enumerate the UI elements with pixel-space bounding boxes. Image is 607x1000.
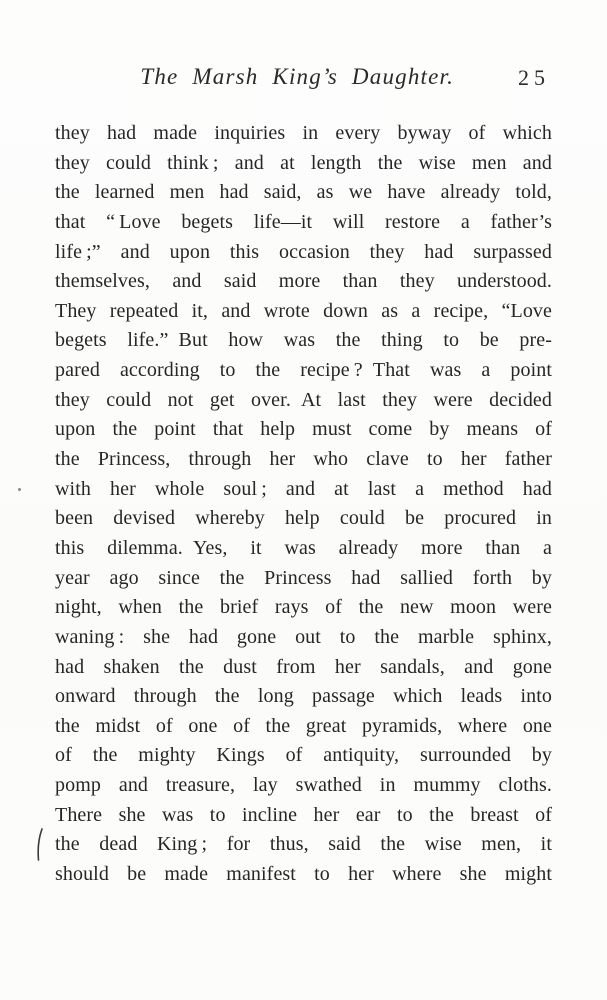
body-line: There she was to incline her ear to the breast of (55, 803, 552, 826)
body-line: year ago since the Princess had sallied forth by (55, 566, 552, 589)
body-line: pared according to the recipe ? That was a point (55, 359, 552, 382)
body-line: they could not get over. At last they were decided (55, 388, 552, 411)
body-line: themselves, and said more than they understood. (55, 270, 552, 293)
body-line: night, when the brief rays of the new moon were (55, 596, 552, 619)
body-line: life ;” and upon this occasion they had surpassed (55, 240, 552, 263)
margin-ink-dot (18, 488, 21, 491)
body-line: should be made manifest to her where she might (55, 863, 552, 886)
page-body-text (55, 119, 552, 890)
body-line: They repeated it, and wrote down as a recipe, “Love (55, 299, 552, 322)
body-line: this dilemma. Yes, it was already more than a (55, 536, 552, 559)
page-header (55, 64, 552, 96)
body-line: they could think ; and at length the wise men and (55, 151, 552, 174)
body-line: the Princess, through her who clave to her father (55, 448, 552, 471)
body-line: onward through the long passage which leads into (55, 685, 552, 708)
body-line: with her whole soul ; and at last a method had (55, 477, 552, 500)
body-line: begets life.” But how was the thing to be pre- (55, 329, 552, 352)
body-line: had shaken the dust from her sandals, and gone (55, 655, 552, 678)
body-line: they had made inquiries in every byway of which (55, 122, 552, 144)
body-line: of the mighty Kings of antiquity, surrounded by (55, 744, 552, 767)
body-line: the learned men had said, as we have already told, (55, 181, 552, 204)
body-line: upon the point that help must come by means of (55, 418, 552, 441)
body-line: waning : she had gone out to the marble sphinx, (55, 625, 552, 648)
body-line: been devised whereby help could be procured in (55, 507, 552, 530)
body-line: the midst of one of the great pyramids, where one (55, 714, 552, 737)
margin-ink-stroke (35, 828, 44, 862)
running-title: The Marsh King’s Daughter. (140, 64, 455, 89)
body-line: that “ Love begets life—it will restore a father’s (55, 210, 552, 233)
body-line: the dead King ; for thus, said the wise men, it (55, 833, 552, 856)
page-number: 25 (518, 65, 550, 90)
body-line: pomp and treasure, lay swathed in mummy cloths. (55, 774, 552, 797)
